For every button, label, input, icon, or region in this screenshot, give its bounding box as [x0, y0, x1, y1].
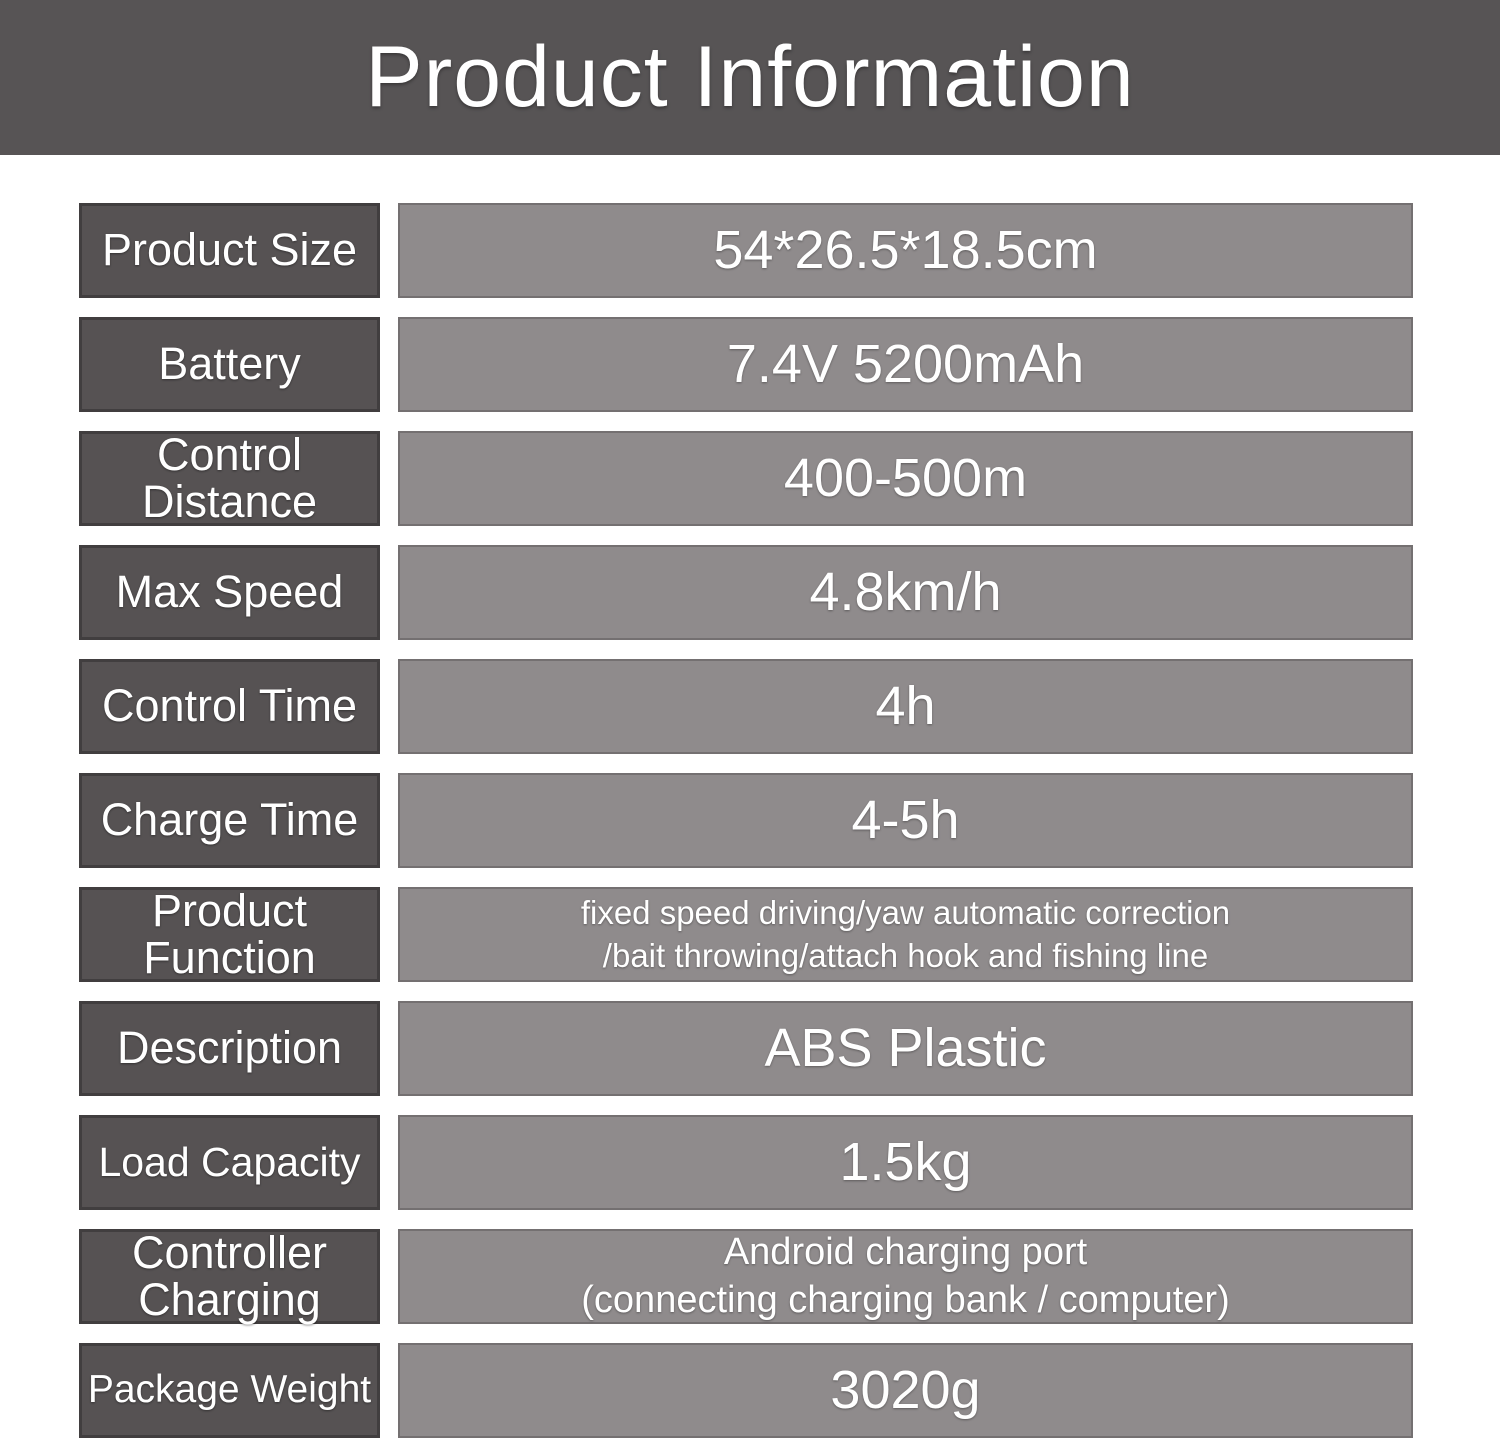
spec-value-text: 3020g: [830, 1360, 981, 1421]
spec-label-box: [79, 1115, 380, 1210]
spec-row-charge-time: [0, 773, 1500, 868]
page-title: Product Information: [365, 29, 1135, 125]
spec-label-text: Product: [151, 884, 308, 936]
spec-label-box: [79, 659, 380, 754]
spec-value-box: [398, 203, 1413, 298]
spec-row-description: [0, 1001, 1500, 1096]
spec-value-box: [398, 545, 1413, 640]
spec-value-box: [398, 773, 1413, 868]
spec-value-text: 54*26.5*18.5cm: [713, 220, 1098, 281]
spec-value-text: fixed speed driving/yaw automatic correction: [580, 893, 1231, 931]
spec-label-text: Charging: [138, 1273, 321, 1325]
spec-label-text: Package Weight: [87, 1368, 372, 1412]
spec-row-product-function: [0, 884, 1500, 983]
spec-label-box: [79, 1343, 380, 1438]
spec-value-text: ABS Plastic: [764, 1018, 1047, 1079]
spec-label-text: Max Speed: [115, 566, 344, 618]
spec-label-box: [79, 203, 380, 298]
spec-label-text: Control: [156, 428, 303, 480]
spec-label-text: Charge Time: [100, 794, 359, 846]
spec-row-control-time: [0, 659, 1500, 754]
spec-label-box: [79, 545, 380, 640]
spec-value-box: [398, 659, 1413, 754]
spec-label-box: [79, 428, 380, 527]
spec-value-box: [398, 317, 1413, 412]
spec-row-load-capacity: [0, 1115, 1500, 1210]
spec-row-battery: [0, 317, 1500, 412]
spec-label-box: [79, 1001, 380, 1096]
spec-row-product-size: [0, 203, 1500, 298]
spec-value-text: 4.8km/h: [809, 562, 1002, 623]
header-bar: [0, 0, 1500, 155]
spec-row-package-weight: [0, 1343, 1500, 1438]
spec-label-box: [79, 317, 380, 412]
spec-label-text: Battery: [158, 338, 301, 390]
spec-row-max-speed: [0, 545, 1500, 640]
spec-label-box: [79, 884, 380, 983]
spec-label-text: Description: [116, 1022, 343, 1074]
spec-label-text: Product Size: [101, 224, 358, 276]
spec-value-box: [398, 1001, 1413, 1096]
spec-value-box: [398, 1229, 1413, 1324]
spec-label-text: Controller: [131, 1226, 328, 1278]
spec-value-text: (connecting charging bank / computer): [581, 1278, 1230, 1321]
spec-value-box: [398, 431, 1413, 526]
spec-value-box: [398, 1343, 1413, 1438]
spec-value-text: 4-5h: [851, 790, 960, 851]
spec-label-text: Load Capacity: [98, 1139, 361, 1186]
spec-value-text: 1.5kg: [839, 1132, 972, 1193]
spec-value-box: [398, 887, 1413, 982]
spec-value-text: Android charging port: [723, 1231, 1088, 1273]
spec-table: [0, 203, 1500, 1438]
spec-label-text: Function: [143, 931, 316, 983]
spec-value-text: 400-500m: [783, 448, 1028, 509]
spec-row-control-distance: [0, 428, 1500, 527]
spec-label-text: Control Time: [101, 680, 358, 732]
spec-value-box: [398, 1115, 1413, 1210]
spec-label-text: Distance: [141, 475, 318, 527]
spec-label-box: [79, 773, 380, 868]
spec-value-text: 4h: [875, 676, 936, 737]
spec-value-text: 7.4V 5200mAh: [726, 334, 1085, 395]
spec-row-controller-charging: [0, 1226, 1500, 1325]
spec-value-text: /bait throwing/attach hook and fishing line: [602, 936, 1209, 974]
spec-label-box: [79, 1226, 380, 1325]
